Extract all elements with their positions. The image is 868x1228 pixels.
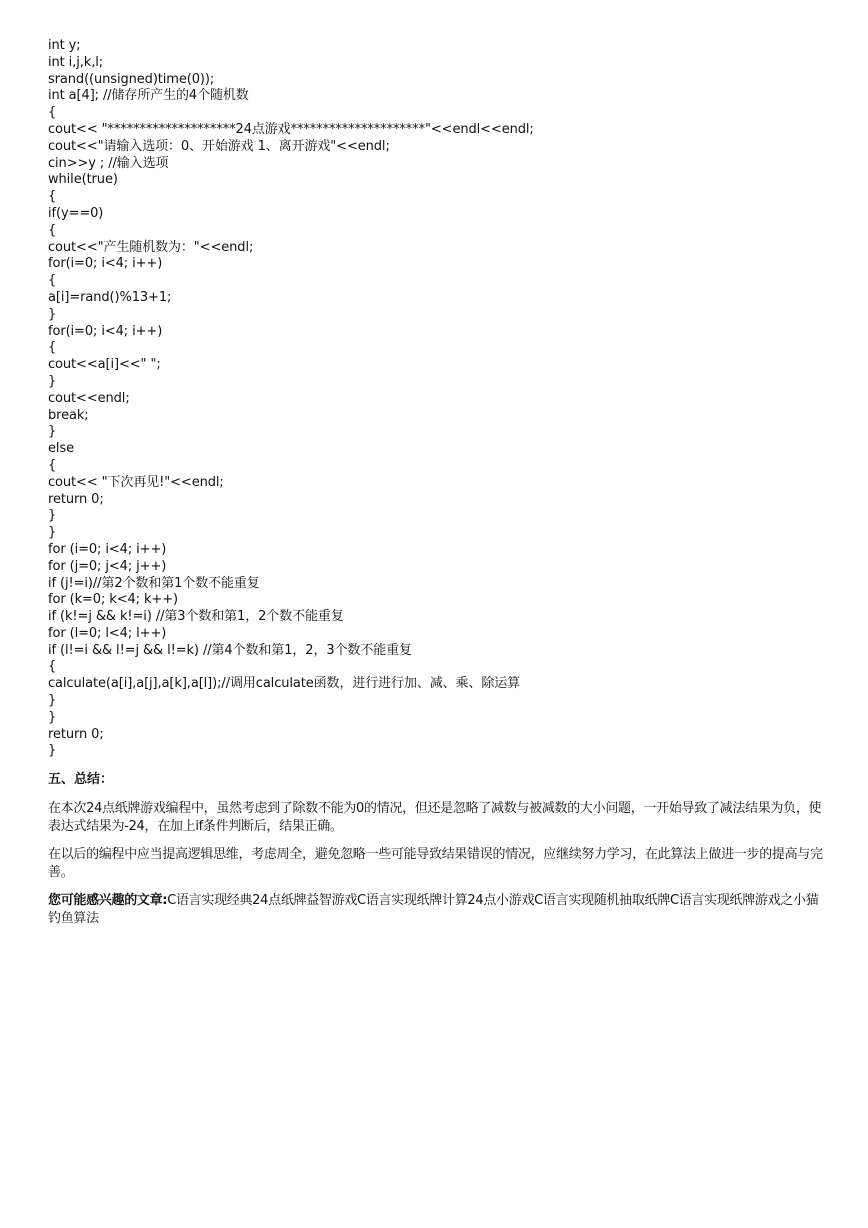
code-line: cout<<endl; bbox=[48, 390, 130, 406]
code-line: } bbox=[48, 525, 57, 541]
code-line: } bbox=[48, 709, 57, 725]
code-line: } bbox=[48, 424, 57, 440]
code-line: return 0; bbox=[48, 726, 104, 742]
code-line: for (k=0; k<4; k++) bbox=[48, 592, 178, 608]
code-line: return 0; bbox=[48, 491, 104, 507]
code-line: { bbox=[48, 189, 57, 205]
code-line: { bbox=[48, 659, 57, 675]
code-line: int i,j,k,l; bbox=[48, 54, 104, 70]
code-line: cout<< "********************24点游戏*********************"<<endl<<endl; bbox=[48, 121, 534, 137]
related-link-2[interactable]: C语言实现纸牌计算24点小游戏 bbox=[357, 893, 535, 909]
summary-paragraph-1: 在本次24点纸牌游戏编程中，虽然考虑到了除数不能为0的情况，但还是忽略了减数与被减数的大小问题，一开始导致了减法结果为负，使表达式结果为-24，在加上if条件判断后，结果正确。 bbox=[48, 801, 822, 834]
code-line: cout<<"产生随机数为："<<endl; bbox=[48, 239, 254, 255]
code-line: int y; bbox=[48, 38, 81, 53]
related-articles bbox=[48, 892, 823, 927]
code-line: { bbox=[48, 222, 57, 238]
code-line: cout<<"请输入选项：0、开始游戏 1、离开游戏"<<endl; bbox=[48, 138, 390, 154]
code-block bbox=[48, 38, 823, 760]
code-line: cin>>y ; //输入选项 bbox=[48, 155, 169, 171]
code-line: { bbox=[48, 340, 57, 356]
summary-paragraph-2: 在以后的编程中应当提高逻辑思维，考虑周全，避免忽略一些可能导致结果错误的情况，应继续努力学习，在此算法上做进一步的提高与完善。 bbox=[48, 847, 823, 880]
code-line: } bbox=[48, 373, 57, 389]
code-line: } bbox=[48, 508, 57, 524]
code-line: if (k!=j && k!=i) //第3个数和第1，2个数不能重复 bbox=[48, 609, 344, 625]
code-line: } bbox=[48, 693, 57, 709]
code-line: if(y==0) bbox=[48, 205, 104, 221]
related-articles-label: 您可能感兴趣的文章: bbox=[48, 893, 168, 909]
code-line: int a[4]; //储存所产生的4个随机数 bbox=[48, 88, 249, 104]
summary-heading: 五、总结： bbox=[48, 772, 114, 788]
code-line: cout<<a[i]<<" "; bbox=[48, 357, 161, 373]
code-line: else bbox=[48, 441, 74, 457]
code-line: for (j=0; j<4; j++) bbox=[48, 558, 167, 574]
related-link-4[interactable]: C语言实现纸牌游戏之小猫钓鱼算法 bbox=[48, 893, 819, 926]
code-line: for(i=0; i<4; i++) bbox=[48, 256, 163, 272]
document-page bbox=[48, 38, 823, 927]
code-line: } bbox=[48, 306, 57, 322]
code-line: } bbox=[48, 743, 57, 759]
related-link-1[interactable]: C语言实现经典24点纸牌益智游戏 bbox=[167, 893, 358, 909]
code-line: { bbox=[48, 105, 57, 121]
code-line: break; bbox=[48, 407, 89, 423]
code-line: { bbox=[48, 273, 57, 289]
code-line: for(i=0; i<4; i++) bbox=[48, 323, 163, 339]
code-line: if (l!=i && l!=j && l!=k) //第4个数和第1，2，3个数不能重复 bbox=[48, 642, 412, 658]
related-link-3[interactable]: C语言实现随机抽取纸牌 bbox=[534, 893, 670, 909]
code-line: for (i=0; i<4; i++) bbox=[48, 541, 167, 557]
code-line: for (l=0; l<4; l++) bbox=[48, 625, 167, 641]
code-line: calculate(a[i],a[j],a[k],a[l]);//调用calculate函数，进行进行加、减、乘、除运算 bbox=[48, 676, 521, 692]
code-line: while(true) bbox=[48, 172, 118, 188]
code-line: a[i]=rand()%13+1; bbox=[48, 289, 172, 305]
code-line: { bbox=[48, 457, 57, 473]
code-line: if (j!=i)//第2个数和第1个数不能重复 bbox=[48, 575, 260, 591]
code-line: cout<< "下次再见!"<<endl; bbox=[48, 474, 224, 490]
code-line: srand((unsigned)time(0)); bbox=[48, 71, 215, 87]
